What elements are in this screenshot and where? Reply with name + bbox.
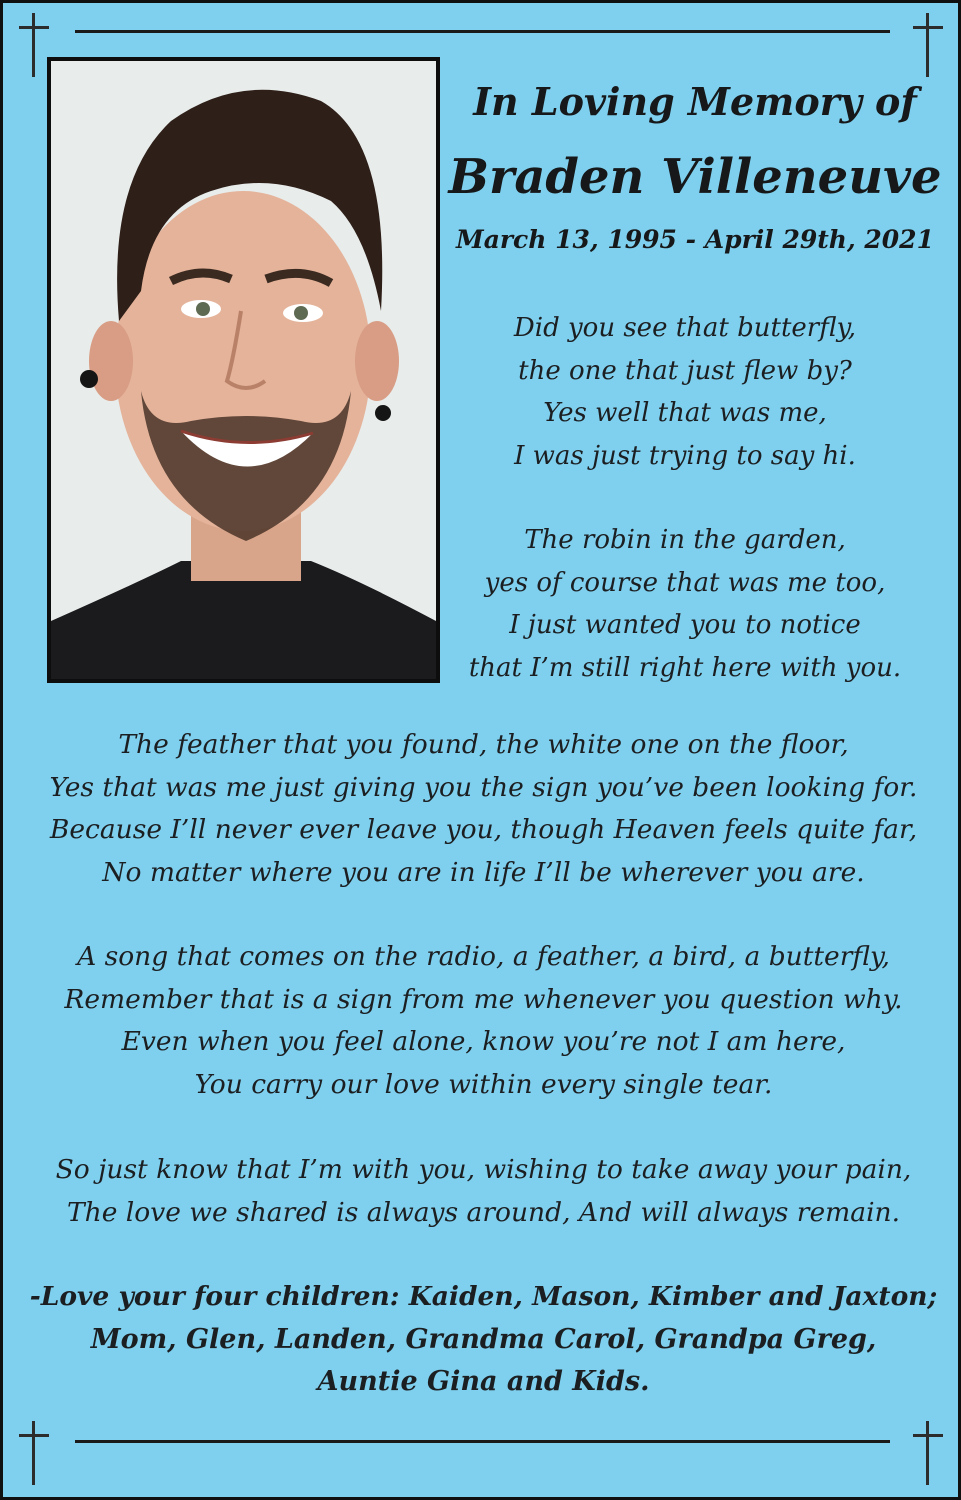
- poem-stanza: [23, 724, 944, 894]
- life-dates: March 13, 1995 - April 29th, 2021: [456, 225, 934, 254]
- poem-line: You carry our love within every single tear.: [194, 1068, 773, 1100]
- poem-stanza: [23, 1149, 944, 1234]
- signature-line: Mom, Glen, Landen, Grandma Carol, Grandpa Greg,: [90, 1323, 877, 1355]
- poem-line: I was just trying to say hi.: [514, 440, 856, 471]
- cross-icon: [19, 1421, 49, 1485]
- poem-line: No matter where you are in life I’ll be wherever you are.: [102, 856, 865, 888]
- memorial-heading: In Loving Memory of: [473, 79, 917, 124]
- poem-stanza: [445, 519, 925, 689]
- portrait-photo: [47, 57, 440, 683]
- poem-line: the one that just flew by?: [518, 355, 852, 386]
- poem-stanza: [23, 936, 944, 1106]
- poem-line: The feather that you found, the white one on the floor,: [118, 729, 849, 760]
- poem-line: The robin in the garden,: [524, 525, 846, 555]
- cross-icon: [913, 1421, 943, 1485]
- poem-line: So just know that I’m with you, wishing to take away your pain,: [55, 1154, 912, 1185]
- poem-line: The love we shared is always around, And will always remain.: [66, 1196, 901, 1228]
- poem-line: Yes that was me just giving you the sign you’ve been looking for.: [49, 771, 918, 803]
- poem-line: I just wanted you to notice: [509, 610, 861, 640]
- poem-line: Remember that is a sign from me whenever you question why.: [64, 983, 903, 1015]
- signature-line: -Love your four children: Kaiden, Mason, Kimber and Jaxton;: [29, 1281, 938, 1312]
- poem-line: Because I’ll never ever leave you, though Heaven feels quite far,: [49, 814, 918, 845]
- top-divider: [75, 30, 890, 33]
- poem-line: Did you see that butterfly,: [513, 313, 857, 343]
- poem-line: that I’m still right here with you.: [468, 652, 902, 683]
- poem-line: Yes well that was me,: [543, 398, 827, 428]
- bottom-divider: [75, 1440, 890, 1443]
- family-signature: [23, 1276, 944, 1404]
- poem-stanza: [445, 307, 925, 477]
- poem-line: yes of course that was me too,: [484, 567, 886, 598]
- cross-icon: [19, 13, 49, 77]
- signature-line: Auntie Gina and Kids.: [317, 1366, 650, 1397]
- cross-icon: [913, 13, 943, 77]
- deceased-name: Braden Villeneuve: [448, 149, 942, 205]
- poem-line: Even when you feel alone, know you’re not I am here,: [121, 1026, 846, 1057]
- poem-line: A song that comes on the radio, a feather, a bird, a butterfly,: [77, 941, 890, 972]
